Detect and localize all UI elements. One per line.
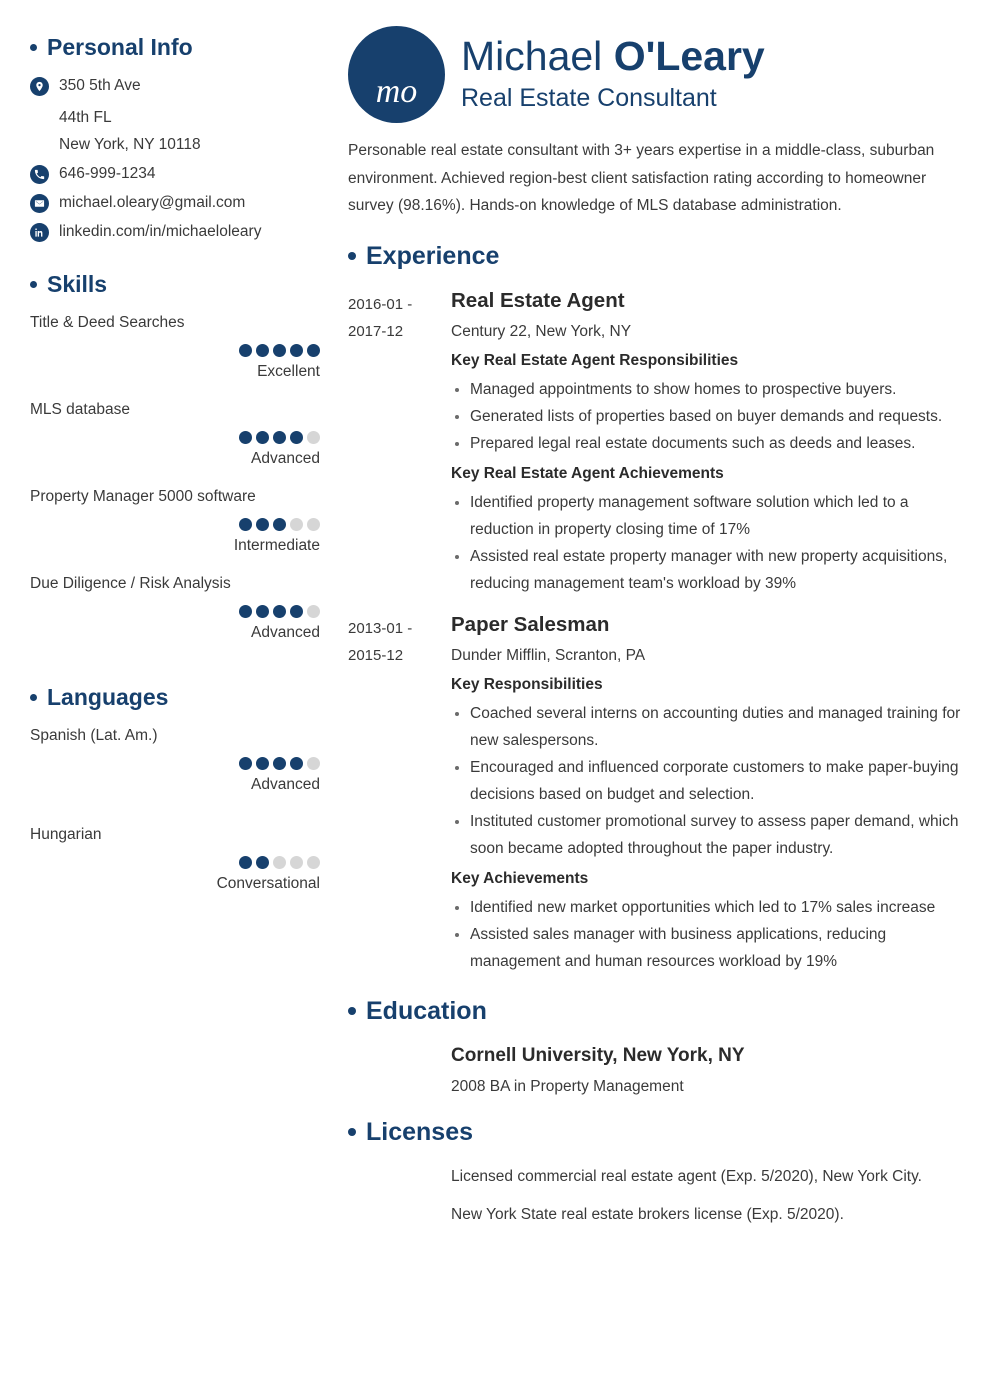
- list-item: Identified property management software solution which led to a reduction in property closing time of 17%: [451, 489, 971, 543]
- name-block: [461, 31, 765, 119]
- rating-dot: [239, 431, 252, 444]
- contact-email[interactable]: [30, 192, 320, 216]
- experience-bullet-list: [451, 700, 971, 862]
- avatar-initials: mo: [375, 73, 418, 110]
- rating-dot: [307, 856, 320, 869]
- list-item: Managed appointments to show homes to prospective buyers.: [451, 376, 971, 403]
- linkedin-value: linkedin.com/in/michaeloleary: [59, 223, 262, 240]
- section-heading-personal-info: [30, 34, 320, 61]
- date-to: 2015-12: [348, 646, 404, 664]
- page-title: [461, 31, 765, 81]
- section-heading-skills: [30, 271, 320, 298]
- skill-item: [30, 573, 320, 644]
- rating-dot: [273, 856, 286, 869]
- resume-header: [348, 26, 972, 123]
- rating-dot: [273, 757, 286, 770]
- language-label: Hungarian: [30, 826, 102, 843]
- rating-dot: [273, 344, 286, 357]
- rating-dot: [239, 757, 252, 770]
- section-heading-licenses: [348, 1118, 972, 1147]
- skill-item: [30, 486, 320, 557]
- address-line-2: 44th FL: [59, 109, 112, 126]
- experience-dates: [348, 287, 451, 601]
- experience-dates: [348, 611, 451, 979]
- licenses-list: [348, 1163, 971, 1228]
- section-heading-experience: [348, 242, 972, 271]
- section-heading-education: [348, 997, 972, 1026]
- date-to: 2017-12: [348, 322, 404, 340]
- skill-level: Excellent: [257, 363, 320, 380]
- experience-subheading: Key Responsibilities: [451, 675, 603, 693]
- avatar: [348, 26, 445, 123]
- bullet-icon: [348, 1128, 356, 1136]
- main-column: [340, 0, 990, 1400]
- contact-phone[interactable]: [30, 163, 320, 187]
- skill-label: Property Manager 5000 software: [30, 488, 256, 505]
- rating-dot: [256, 344, 269, 357]
- list-item: Assisted sales manager with business applications, reducing management and human resources workload by 19%: [451, 921, 971, 975]
- rating-dot: [256, 757, 269, 770]
- experience-role: Real Estate Agent: [451, 288, 625, 312]
- list-item: Assisted real estate property manager with new property acquisitions, reducing management team's workload by 39%: [451, 543, 971, 597]
- job-title: Real Estate Consultant: [461, 83, 717, 112]
- experience-bullet-list: [451, 376, 971, 457]
- skills-section: [30, 271, 320, 644]
- list-item: Instituted customer promotional survey to assess paper demand, which soon became adopted throughout the paper industry.: [451, 808, 971, 862]
- rating-dot: [256, 605, 269, 618]
- skill-rating-dots: [30, 344, 320, 357]
- location-pin-icon: [30, 77, 49, 96]
- skill-rating-dots: [30, 431, 320, 444]
- bullet-icon: [30, 281, 37, 288]
- phone-value: 646-999-1234: [59, 165, 156, 182]
- education-heading-label: Education: [366, 996, 487, 1025]
- rating-dot: [307, 431, 320, 444]
- experience-bullet-list: [451, 489, 971, 597]
- bullet-icon: [348, 1007, 356, 1015]
- skill-label: Due Diligence / Risk Analysis: [30, 575, 231, 592]
- experience-bullet-list: [451, 894, 971, 975]
- experience-body: [451, 287, 971, 601]
- experience-entry: [348, 611, 972, 979]
- experience-role: Paper Salesman: [451, 612, 610, 636]
- education-entry: [348, 1042, 971, 1100]
- rating-dot: [307, 605, 320, 618]
- license-item: New York State real estate brokers license (Exp. 5/2020).: [451, 1205, 844, 1223]
- language-rating-dots: [30, 757, 320, 770]
- list-item: Identified new market opportunities which led to 17% sales increase: [451, 894, 971, 921]
- experience-subheading: Key Achievements: [451, 869, 589, 887]
- date-from: 2016-01 -: [348, 295, 413, 313]
- bullet-icon: [30, 694, 37, 701]
- skill-label: MLS database: [30, 401, 130, 418]
- address-line-3: New York, NY 10118: [59, 136, 201, 153]
- experience-company: Century 22, New York, NY: [451, 322, 632, 340]
- rating-dot: [239, 856, 252, 869]
- linkedin-icon: [30, 223, 49, 242]
- skill-rating-dots: [30, 605, 320, 618]
- rating-dot: [273, 605, 286, 618]
- language-label: Spanish (Lat. Am.): [30, 727, 158, 744]
- skill-rating-dots: [30, 518, 320, 531]
- personal-info-heading-label: Personal Info: [47, 34, 193, 60]
- skills-heading-label: Skills: [47, 271, 108, 297]
- license-item: Licensed commercial real estate agent (Exp. 5/2020), New York City.: [451, 1167, 922, 1185]
- rating-dot: [307, 757, 320, 770]
- email-value: michael.oleary@gmail.com: [59, 194, 246, 211]
- experience-subheading: Key Real Estate Agent Achievements: [451, 464, 724, 482]
- professional-summary: Personable real estate consultant with 3+ years expertise in a middle-class, suburban environment. Achieved region-best client satisfaction rating according to homeowner survey (98.16%). Hands-on knowledge of MLS database administration.: [348, 142, 935, 214]
- list-item: Encouraged and influenced corporate customers to make paper-buying decisions based on budget and selection.: [451, 754, 971, 808]
- rating-dot: [256, 431, 269, 444]
- phone-icon: [30, 165, 49, 184]
- contact-list: [30, 75, 320, 245]
- bullet-icon: [348, 252, 356, 260]
- skill-level: Advanced: [251, 450, 320, 467]
- language-item: [30, 725, 320, 796]
- rating-dot: [307, 344, 320, 357]
- rating-dot: [256, 856, 269, 869]
- skill-level: Advanced: [251, 624, 320, 641]
- rating-dot: [290, 344, 303, 357]
- experience-subheading: Key Real Estate Agent Responsibilities: [451, 351, 739, 369]
- skill-level: Intermediate: [233, 537, 320, 554]
- list-item: Prepared legal real estate documents such as deeds and leases.: [451, 430, 971, 457]
- languages-section: [30, 684, 320, 895]
- education-school: Cornell University, New York, NY: [451, 1044, 745, 1066]
- rating-dot: [273, 431, 286, 444]
- rating-dot: [290, 605, 303, 618]
- rating-dot: [290, 518, 303, 531]
- language-rating-dots: [30, 856, 320, 869]
- rating-dot: [239, 518, 252, 531]
- language-level: Conversational: [216, 875, 320, 892]
- envelope-icon: [30, 194, 49, 213]
- experience-heading-label: Experience: [366, 241, 500, 270]
- date-from: 2013-01 -: [348, 619, 413, 637]
- experience-entry: [348, 287, 972, 601]
- rating-dot: [290, 431, 303, 444]
- contact-linkedin[interactable]: [30, 221, 320, 245]
- languages-heading-label: Languages: [47, 684, 169, 710]
- skill-label: Title & Deed Searches: [30, 314, 185, 331]
- contact-address: [30, 75, 320, 99]
- skill-item: [30, 399, 320, 470]
- licenses-heading-label: Licenses: [366, 1117, 474, 1146]
- language-level: Advanced: [251, 776, 320, 793]
- language-item: [30, 824, 320, 895]
- sidebar: [0, 0, 340, 1400]
- list-item: Generated lists of properties based on buyer demands and requests.: [451, 403, 971, 430]
- rating-dot: [290, 856, 303, 869]
- bullet-icon: [30, 44, 37, 51]
- rating-dot: [256, 518, 269, 531]
- education-degree: 2008 BA in Property Management: [451, 1077, 684, 1095]
- address-line-1: 350 5th Ave: [59, 77, 141, 94]
- experience-company: Dunder Mifflin, Scranton, PA: [451, 646, 646, 664]
- rating-dot: [239, 344, 252, 357]
- rating-dot: [239, 605, 252, 618]
- list-item: Coached several interns on accounting duties and managed training for new salespersons.: [451, 700, 971, 754]
- rating-dot: [307, 518, 320, 531]
- rating-dot: [273, 518, 286, 531]
- skill-item: [30, 312, 320, 383]
- experience-body: [451, 611, 971, 979]
- first-name: Michael: [461, 32, 603, 79]
- rating-dot: [290, 757, 303, 770]
- last-name: O'Leary: [613, 32, 765, 79]
- section-heading-languages: [30, 684, 320, 711]
